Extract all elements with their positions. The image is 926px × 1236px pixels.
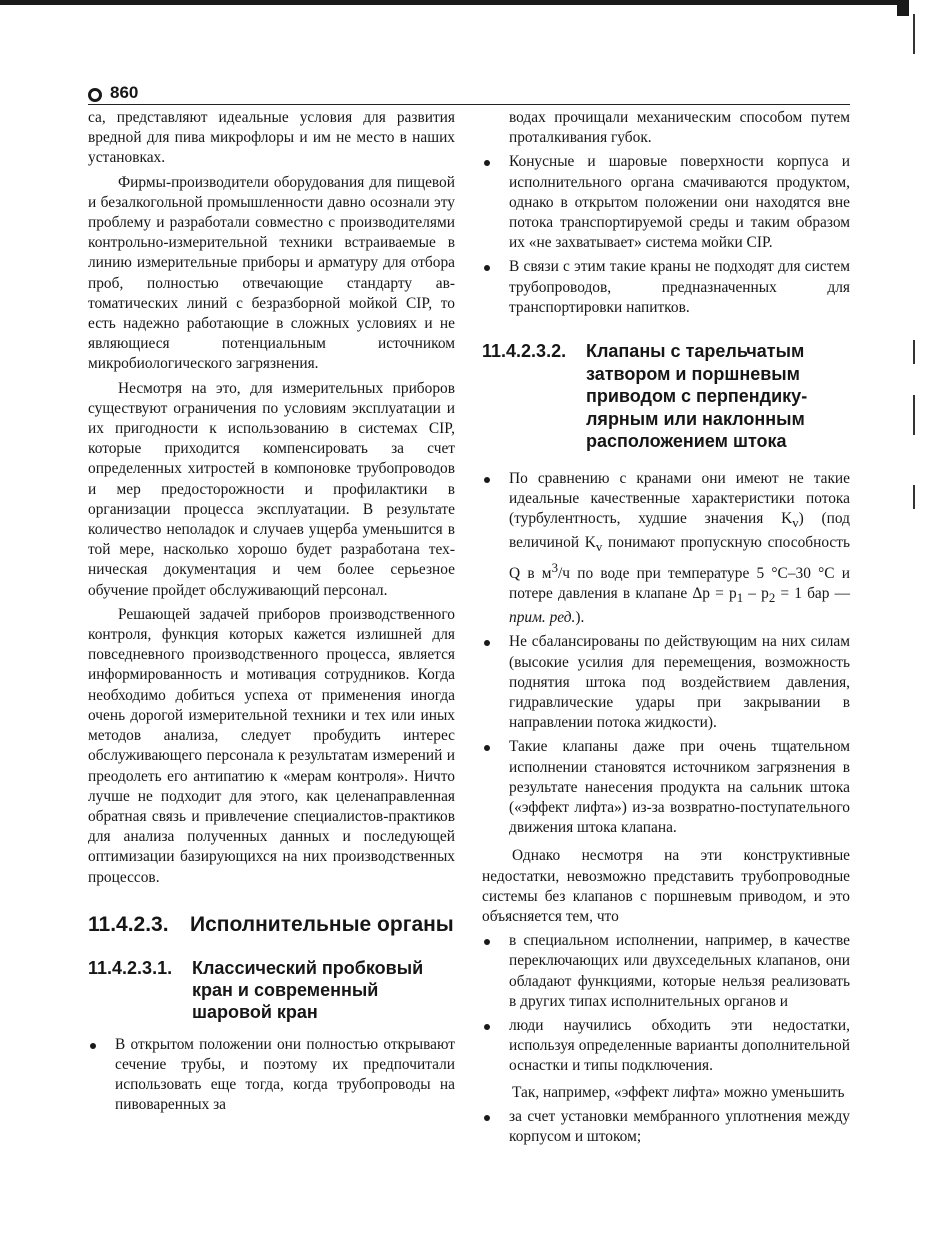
subsection-number: 11.4.2.3.1. xyxy=(88,957,173,978)
paragraph: Так, например, «эффект лифта» можно уменьшить xyxy=(512,1083,845,1101)
paragraph: Несмотря на это, для измерительных приборов существуют ограничения по условиям эксплуатации и их пригодности к использованию в системах CIP, которые приходится компенсировать за счет определенных хитростей в компоновке трубопроводов и мер предосторожности и профилактики в организации процесса эксплуатации. В результате количество неполадок и случаев ущерба уменьшится в той мере, насколько хорошо будет разработана техническая документация и чем более серьезное обучение пройдет обслуживающий персонал. xyxy=(88,379,455,599)
subsection-title: Клапаны с тарельчатым затвором и поршневым приводом с перпендикулярным или наклонным расположением штока xyxy=(586,341,808,452)
left-column xyxy=(88,108,455,1116)
page-header xyxy=(88,84,850,105)
subsection-title: Классический пробковый кран и современный шаровой кран xyxy=(192,957,424,1022)
right-column xyxy=(482,108,850,1147)
section-number: 11.4.2.3. xyxy=(88,912,169,936)
scan-margin-mark xyxy=(913,485,915,509)
list-item: В открытом положении они полностью открывают сечение трубы, и поэтому их предпочитали использовать еще тогда, когда трубопроводы на пивоваренных за xyxy=(88,1035,455,1116)
section-heading xyxy=(88,912,455,937)
list-item: в специальном исполнении, например, в качестве переключающих или двухседельных клапанов, они обладают функциями, которые нельзя реализовать в других типах исполнительных органов и xyxy=(482,931,850,1012)
subsection-heading xyxy=(482,340,850,453)
subsection-heading xyxy=(88,957,455,1023)
paragraph: Однако несмотря на эти конструктивные недостатки, невозможно представить трубопроводные системы без клапанов с поршневым приводом, и это объясняется тем, что xyxy=(482,847,850,925)
list-item: Такие клапаны даже при очень тщательном исполнении становятся источником загрязнения в результате нанесения продукта на сальник штока («эффект лифта») из-за возвратно-поступательного движения штока клапана. xyxy=(482,737,850,838)
top-border-line xyxy=(0,0,903,5)
scan-margin-mark xyxy=(913,395,915,435)
section-title: Исполнительные органы xyxy=(190,912,454,936)
corner-mark xyxy=(897,0,909,16)
subsection-number: 11.4.2.3.2. xyxy=(482,341,567,362)
page-marker-icon xyxy=(88,88,102,102)
list-item: Конусные и шаровые поверхности корпуса и исполнительного органа смачиваются продуктом, однако в открытом положении они находятся вне потока транспортируемой среды и таким образом их «не захватывает» система мойки CIP. xyxy=(482,152,850,253)
list-item: По сравнению с кранами они имеют не такие идеальные качественные характеристики потока (турбулентность, худшие значения $K_v$) (под величиной $K_v$ понимают пропускную способность Q в $м^3/ч$ по воде при температуре 5 °С–30 °С и потере давления в клапане $\Delta p = p_1 - p_2 = 1$ бар — прим. ред.). xyxy=(482,469,850,629)
paragraph: Решающей задачей приборов производственного контроля, функция которых кажется излишней для повседневного производственного процесса, является информированность и мотивация сотрудников. Когда необходимо добиться успеха от применения иногда очень дорогой измерительной техники и тех или иных методов анализа, следует пробудить интерес обслуживающего персонала к результатам измерений и преодолеть его антипатию к «мерам контроля». Ничто лучше не подходит для этого, как целенаправленная обратная связь и привлечение специалистов-практиков для анализа полученных данных и последующей оптимизации базирующихся на них производственных процессов. xyxy=(88,605,455,886)
paragraph: Фирмы-производители оборудования для пищевой и безалкогольной промышленности давно осознали эту проблему и разработали совместно с производителями контрольно-измерительной техники встраиваемые в линию измерительные приборы и арматуру для отбора проб, полностью отвечающие стандарту автоматических линий с безразборной мойкой CIP, то есть надежно работающие в сложных условиях и не являющиеся потенциальным источником микробиологического загрязнения. xyxy=(88,173,455,373)
page-number: 860 xyxy=(110,83,139,102)
list-item: люди научились обходить эти недостатки, используя определенные варианты дополнительной оснастки и типы подключения. xyxy=(482,1016,850,1077)
scan-margin-mark xyxy=(913,340,915,364)
scan-margin-mark xyxy=(913,14,915,54)
list-item-continuation: водах прочищали механическим способом путем проталкивания губок. xyxy=(509,109,850,147)
list-item: Не сбалансированы по действующим на них силам (высокие усилия для перемещения, возможность поднятия штока под воздействием давления, гидравлические удары при закрывании в направлении потока жидкости). xyxy=(482,632,850,733)
list-item: В связи с этим такие краны не подходят для систем трубопроводов, предназначенных для транспортировки напитков. xyxy=(482,257,850,318)
paragraph: са, представляют идеальные условия для развития вредной для пива микрофлоры и им не место в наших установках. xyxy=(88,109,455,167)
list-item: за счет установки мембранного уплотнения между корпусом и штоком; xyxy=(482,1107,850,1147)
